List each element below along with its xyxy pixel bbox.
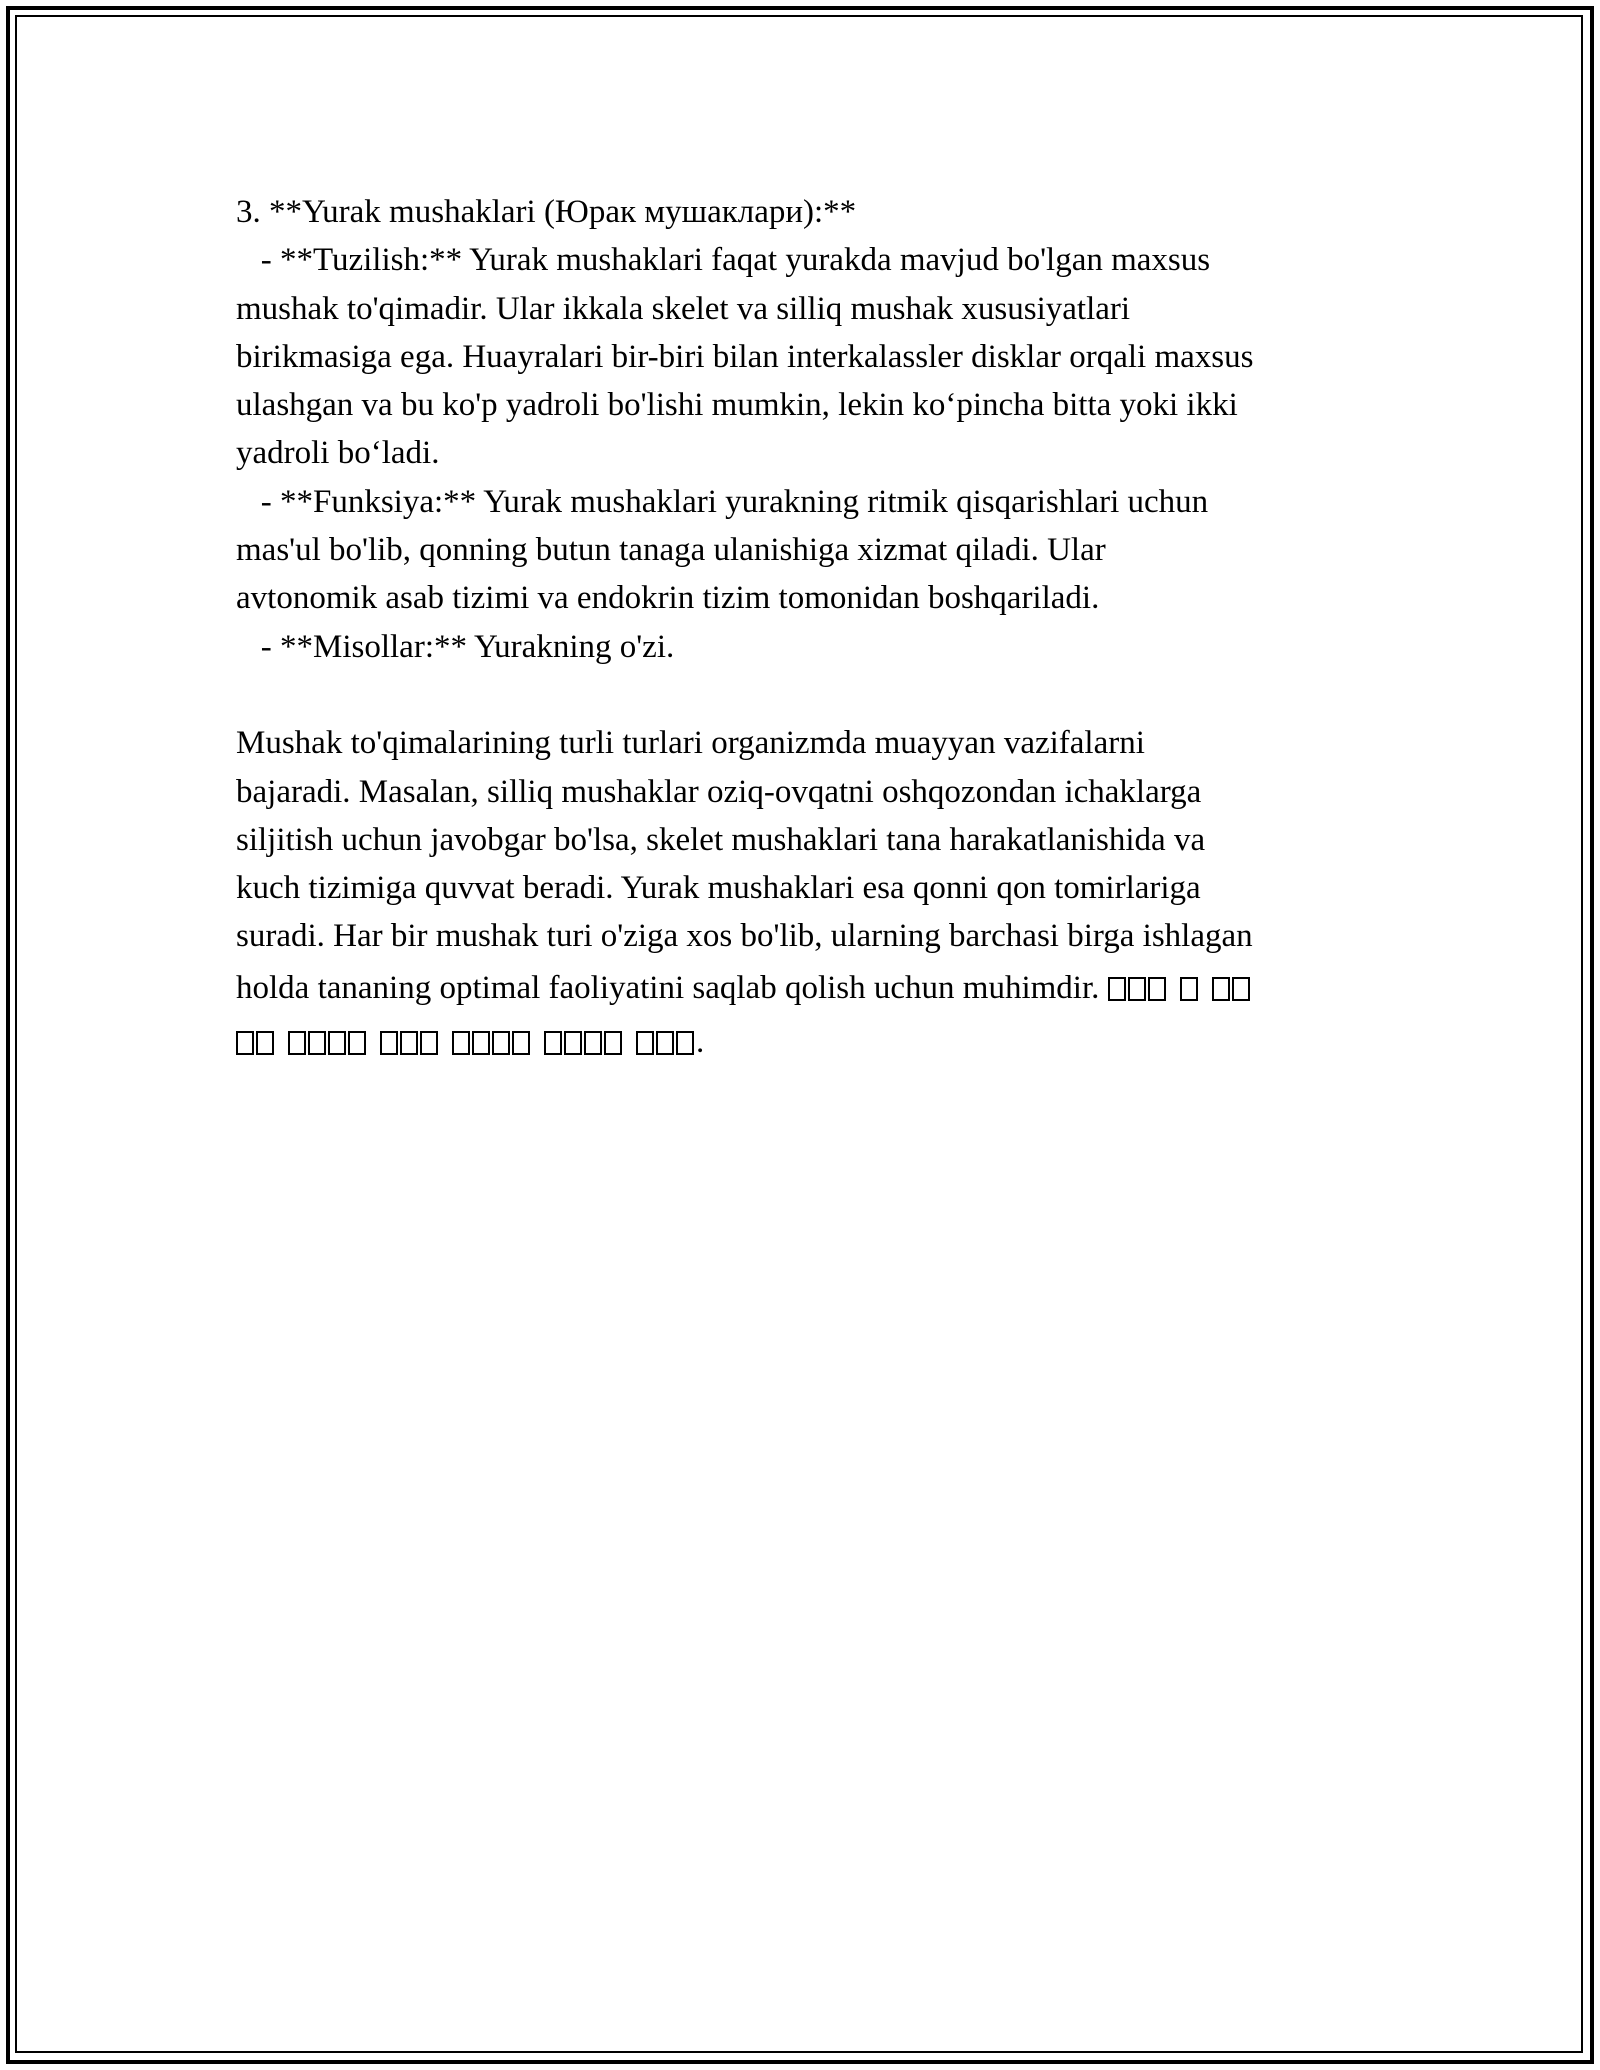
text-line: ulashgan va bu ko'p yadroli bo'lishi mumkin, lekin ko‘pincha bitta yoki ikki [236,387,1238,424]
text-line: 3. **Yurak mushaklari (Юрак мушаклари):** [236,194,857,230]
text-line-content: holda tananing optimal faoliyatini saqlab qolish uchun muhimdir. [236,969,1100,1006]
text-line-with-missing-glyphs [236,961,1386,1015]
text-line: Mushak to'qimalarining turli turlari organizmda muayyan vazifalarni [236,725,1145,762]
text-line: kuch tizimiga quvvat beradi. Yurak mushaklari esa qonni qon tomirlariga [236,870,1201,907]
paragraph-gap [236,671,1386,719]
text-line: - **Tuzilish:** Yurak mushaklari faqat yurakda mavjud bo'lgan maxsus [236,242,1211,279]
text-line: mushak to'qimadir. Ular ikkala skelet va silliq mushak xususiyatlari [236,290,1131,327]
text-line: siljitish uchun javobgar bo'lsa, skelet mushaklari tana harakatlanishida va [236,821,1206,858]
text-line: - **Misollar:** Yurakning o'zi. [236,628,675,665]
text-line: avtonomik asab tizimi va endokrin tizim tomonidan boshqariladi. [236,580,1100,617]
missing-glyph-boxes [1108,970,1252,1006]
text-line: bajaradi. Masalan, silliq mushaklar oziq-ovqatni oshqozondan ichaklarga [236,773,1202,810]
text-line: - **Funksiya:** Yurak mushaklari yurakning ritmik qisqarishlari uchun [236,483,1209,520]
text-line: mas'ul bo'lib, qonning butun tanaga ulanishiga xizmat qiladi. Ular [236,532,1106,569]
text-line: suradi. Har bir mushak turi o'ziga xos bo'lib, ularning barchasi birga ishlagan [236,918,1253,955]
document-body [236,188,1386,1069]
text-line: yadroli bo‘ladi. [236,435,440,472]
text-line: birikmasiga ega. Huayralari bir-biri bilan interkalassler disklar orqali maxsus [236,338,1254,375]
missing-glyph-line: . [236,1015,1386,1069]
